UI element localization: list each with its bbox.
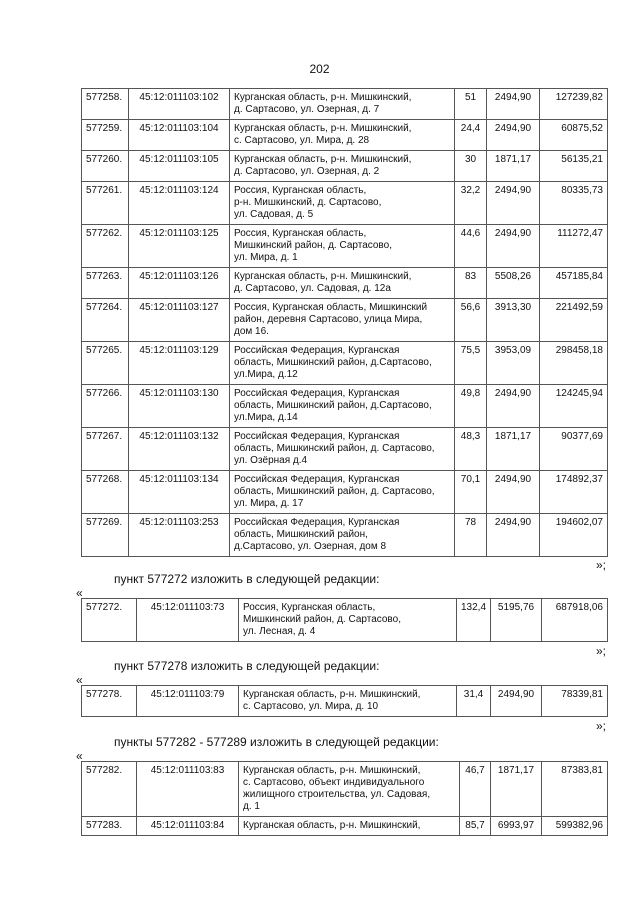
address-cell [230, 120, 455, 151]
address-line: Россия, Курганская область, Мишкинский [234, 302, 428, 313]
registry-table-577282 [81, 761, 608, 836]
address-cell [230, 428, 455, 471]
address-line: область, Мишкинский район, [234, 529, 368, 540]
address-line: с. Сартасово, ул. Мира, д. 28 [234, 135, 370, 146]
row-number-cell: 577263. [82, 268, 129, 299]
address-cell [230, 268, 455, 299]
row-number-cell: 577283. [82, 817, 137, 836]
registry-table-577278 [81, 685, 608, 717]
unit-price-cell: 2494,90 [487, 120, 540, 151]
cadastral-number-cell: 45:12:011103:84 [137, 817, 239, 836]
table-row [82, 342, 608, 385]
table-row [82, 182, 608, 225]
table-row [82, 268, 608, 299]
total-value-cell: 599382,96 [542, 817, 608, 836]
address-line: ул.Мира, д.14 [234, 412, 298, 423]
address-line: ул. Мира, д. 17 [234, 498, 304, 509]
cadastral-number-cell: 45:12:011103:134 [129, 471, 230, 514]
row-number-cell: 577282. [82, 762, 137, 817]
total-value-cell: 78339,81 [542, 686, 608, 717]
unit-price-cell: 3913,30 [487, 299, 540, 342]
address-line: с. Сартасово, объект индивидуального [243, 777, 425, 788]
address-cell [239, 599, 457, 642]
row-number-cell: 577261. [82, 182, 129, 225]
address-line: область, Мишкинский район, д. Сартасово, [234, 443, 435, 454]
table-row [82, 428, 608, 471]
address-line: Российская Федерация, Курганская [234, 474, 400, 485]
table-row [82, 385, 608, 428]
address-cell [230, 514, 455, 557]
address-line: дом 16. [234, 326, 269, 337]
total-value-cell: 124245,94 [540, 385, 608, 428]
cadastral-number-cell: 45:12:011103:132 [129, 428, 230, 471]
opening-quote: « [76, 749, 83, 763]
opening-quote: « [76, 586, 83, 600]
address-line: Курганская область, р-н. Мишкинский, [243, 689, 421, 700]
registry-table-main [81, 88, 608, 557]
page-number: 202 [309, 62, 330, 76]
total-value-cell: 60875,52 [540, 120, 608, 151]
unit-price-cell: 2494,90 [491, 686, 542, 717]
address-line: Курганская область, р-н. Мишкинский, [234, 154, 412, 165]
address-line: Мишкинский район, д. Сартасово, [243, 614, 401, 625]
row-number-cell: 577265. [82, 342, 129, 385]
address-line: область, Мишкинский район, д. Сартасово, [234, 486, 435, 497]
unit-price-cell: 2494,90 [487, 471, 540, 514]
table-row [82, 762, 608, 817]
table-row [82, 89, 608, 120]
area-cell: 49,8 [455, 385, 487, 428]
total-value-cell: 111272,47 [540, 225, 608, 268]
cadastral-number-cell: 45:12:011103:79 [137, 686, 239, 717]
area-cell: 132,4 [457, 599, 491, 642]
address-line: д. Сартасово, ул. Садовая, д. 12а [234, 283, 391, 294]
total-value-cell: 127239,82 [540, 89, 608, 120]
cadastral-number-cell: 45:12:011103:126 [129, 268, 230, 299]
unit-price-cell: 2494,90 [487, 182, 540, 225]
address-cell [230, 225, 455, 268]
address-line: д. Сартасово, ул. Озерная, д. 2 [234, 166, 380, 177]
address-line: ул. Садовая, д. 5 [234, 209, 314, 220]
address-line: Курганская область, р-н. Мишкинский, [243, 820, 421, 831]
area-cell: 83 [455, 268, 487, 299]
row-number-cell: 577269. [82, 514, 129, 557]
area-cell: 46,7 [460, 762, 491, 817]
cadastral-number-cell: 45:12:011103:129 [129, 342, 230, 385]
area-cell: 31,4 [457, 686, 491, 717]
table-row [82, 471, 608, 514]
address-line: д.Сартасово, ул. Озерная, дом 8 [234, 541, 387, 552]
address-cell [230, 342, 455, 385]
row-number-cell: 577259. [82, 120, 129, 151]
unit-price-cell: 5508,26 [487, 268, 540, 299]
area-cell: 70,1 [455, 471, 487, 514]
unit-price-cell: 2494,90 [487, 514, 540, 557]
closing-quote: »; [596, 644, 607, 658]
address-line: жилищного строительства, ул. Садовая, [243, 789, 431, 800]
closing-quote: »; [596, 719, 607, 733]
area-cell: 24,4 [455, 120, 487, 151]
unit-price-cell: 3953,09 [487, 342, 540, 385]
row-number-cell: 577268. [82, 471, 129, 514]
unit-price-cell: 5195,76 [491, 599, 542, 642]
address-line: Курганская область, р-н. Мишкинский, [234, 123, 412, 134]
address-cell [230, 471, 455, 514]
registry-table-577272 [81, 598, 608, 642]
area-cell: 78 [455, 514, 487, 557]
address-line: ул.Мира, д.12 [234, 369, 298, 380]
address-line: область, Мишкинский район, д.Сартасово, [234, 357, 432, 368]
cadastral-number-cell: 45:12:011103:125 [129, 225, 230, 268]
address-line: д. Сартасово, ул. Озерная, д. 7 [234, 104, 380, 115]
total-value-cell: 457185,84 [540, 268, 608, 299]
paragraph-577272: пункт 577272 изложить в следующей редакции: [114, 572, 380, 586]
closing-quote: »; [596, 558, 607, 572]
paragraph-577278: пункт 577278 изложить в следующей редакции: [114, 659, 380, 673]
cadastral-number-cell: 45:12:011103:105 [129, 151, 230, 182]
address-line: Курганская область, р-н. Мишкинский, [234, 92, 412, 103]
total-value-cell: 87383,81 [542, 762, 608, 817]
unit-price-cell: 6993,97 [491, 817, 542, 836]
address-cell [239, 762, 460, 817]
table-row [82, 299, 608, 342]
area-cell: 51 [455, 89, 487, 120]
address-line: Мишкинский район, д. Сартасово, [234, 240, 392, 251]
row-number-cell: 577267. [82, 428, 129, 471]
area-cell: 85,7 [460, 817, 491, 836]
address-line: Курганская область, р-н. Мишкинский, [234, 271, 412, 282]
total-value-cell: 687918,06 [542, 599, 608, 642]
total-value-cell: 56135,21 [540, 151, 608, 182]
address-cell [230, 182, 455, 225]
area-cell: 32,2 [455, 182, 487, 225]
address-line: Россия, Курганская область, [234, 228, 367, 239]
address-cell [239, 817, 460, 836]
unit-price-cell: 1871,17 [487, 428, 540, 471]
address-line: Российская Федерация, Курганская [234, 431, 400, 442]
area-cell: 75,5 [455, 342, 487, 385]
row-number-cell: 577278. [82, 686, 137, 717]
address-line: р-н. Мишкинский, д. Сартасово, [234, 197, 382, 208]
address-line: Курганская область, р-н. Мишкинский, [243, 765, 421, 776]
address-line: ул. Озёрная д.4 [234, 455, 308, 466]
cadastral-number-cell: 45:12:011103:130 [129, 385, 230, 428]
total-value-cell: 298458,18 [540, 342, 608, 385]
area-cell: 48,3 [455, 428, 487, 471]
unit-price-cell: 2494,90 [487, 385, 540, 428]
address-line: с. Сартасово, ул. Мира, д. 10 [243, 701, 379, 712]
address-line: Российская Федерация, Курганская [234, 388, 400, 399]
table-row [82, 225, 608, 268]
address-line: д. 1 [243, 801, 260, 812]
row-number-cell: 577258. [82, 89, 129, 120]
area-cell: 30 [455, 151, 487, 182]
address-line: область, Мишкинский район, д.Сартасово, [234, 400, 432, 411]
area-cell: 44,6 [455, 225, 487, 268]
address-cell [230, 385, 455, 428]
total-value-cell: 194602,07 [540, 514, 608, 557]
address-cell [230, 299, 455, 342]
address-cell [239, 686, 457, 717]
address-line: район, деревня Сартасово, улица Мира, [234, 314, 423, 325]
opening-quote: « [76, 673, 83, 687]
address-line: ул. Мира, д. 1 [234, 252, 298, 263]
cadastral-number-cell: 45:12:011103:253 [129, 514, 230, 557]
address-line: ул. Лесная, д. 4 [243, 626, 316, 637]
total-value-cell: 90377,69 [540, 428, 608, 471]
total-value-cell: 174892,37 [540, 471, 608, 514]
address-cell [230, 151, 455, 182]
unit-price-cell: 1871,17 [491, 762, 542, 817]
paragraph-577282-577289: пункты 577282 - 577289 изложить в следующей редакции: [114, 735, 439, 749]
address-line: Российская Федерация, Курганская [234, 345, 400, 356]
address-line: Россия, Курганская область, [243, 602, 376, 613]
row-number-cell: 577260. [82, 151, 129, 182]
row-number-cell: 577264. [82, 299, 129, 342]
row-number-cell: 577266. [82, 385, 129, 428]
unit-price-cell: 2494,90 [487, 225, 540, 268]
total-value-cell: 221492,59 [540, 299, 608, 342]
row-number-cell: 577272. [82, 599, 137, 642]
table-row [82, 599, 608, 642]
table-row [82, 686, 608, 717]
table-row [82, 817, 608, 836]
cadastral-number-cell: 45:12:011103:73 [137, 599, 239, 642]
cadastral-number-cell: 45:12:011103:124 [129, 182, 230, 225]
cadastral-number-cell: 45:12:011103:127 [129, 299, 230, 342]
address-cell [230, 89, 455, 120]
total-value-cell: 80335,73 [540, 182, 608, 225]
cadastral-number-cell: 45:12:011103:104 [129, 120, 230, 151]
unit-price-cell: 2494,90 [487, 89, 540, 120]
cadastral-number-cell: 45:12:011103:102 [129, 89, 230, 120]
table-row [82, 151, 608, 182]
row-number-cell: 577262. [82, 225, 129, 268]
table-row [82, 514, 608, 557]
cadastral-number-cell: 45:12:011103:83 [137, 762, 239, 817]
area-cell: 56,6 [455, 299, 487, 342]
table-row [82, 120, 608, 151]
address-line: Российская Федерация, Курганская [234, 517, 400, 528]
unit-price-cell: 1871,17 [487, 151, 540, 182]
address-line: Россия, Курганская область, [234, 185, 367, 196]
